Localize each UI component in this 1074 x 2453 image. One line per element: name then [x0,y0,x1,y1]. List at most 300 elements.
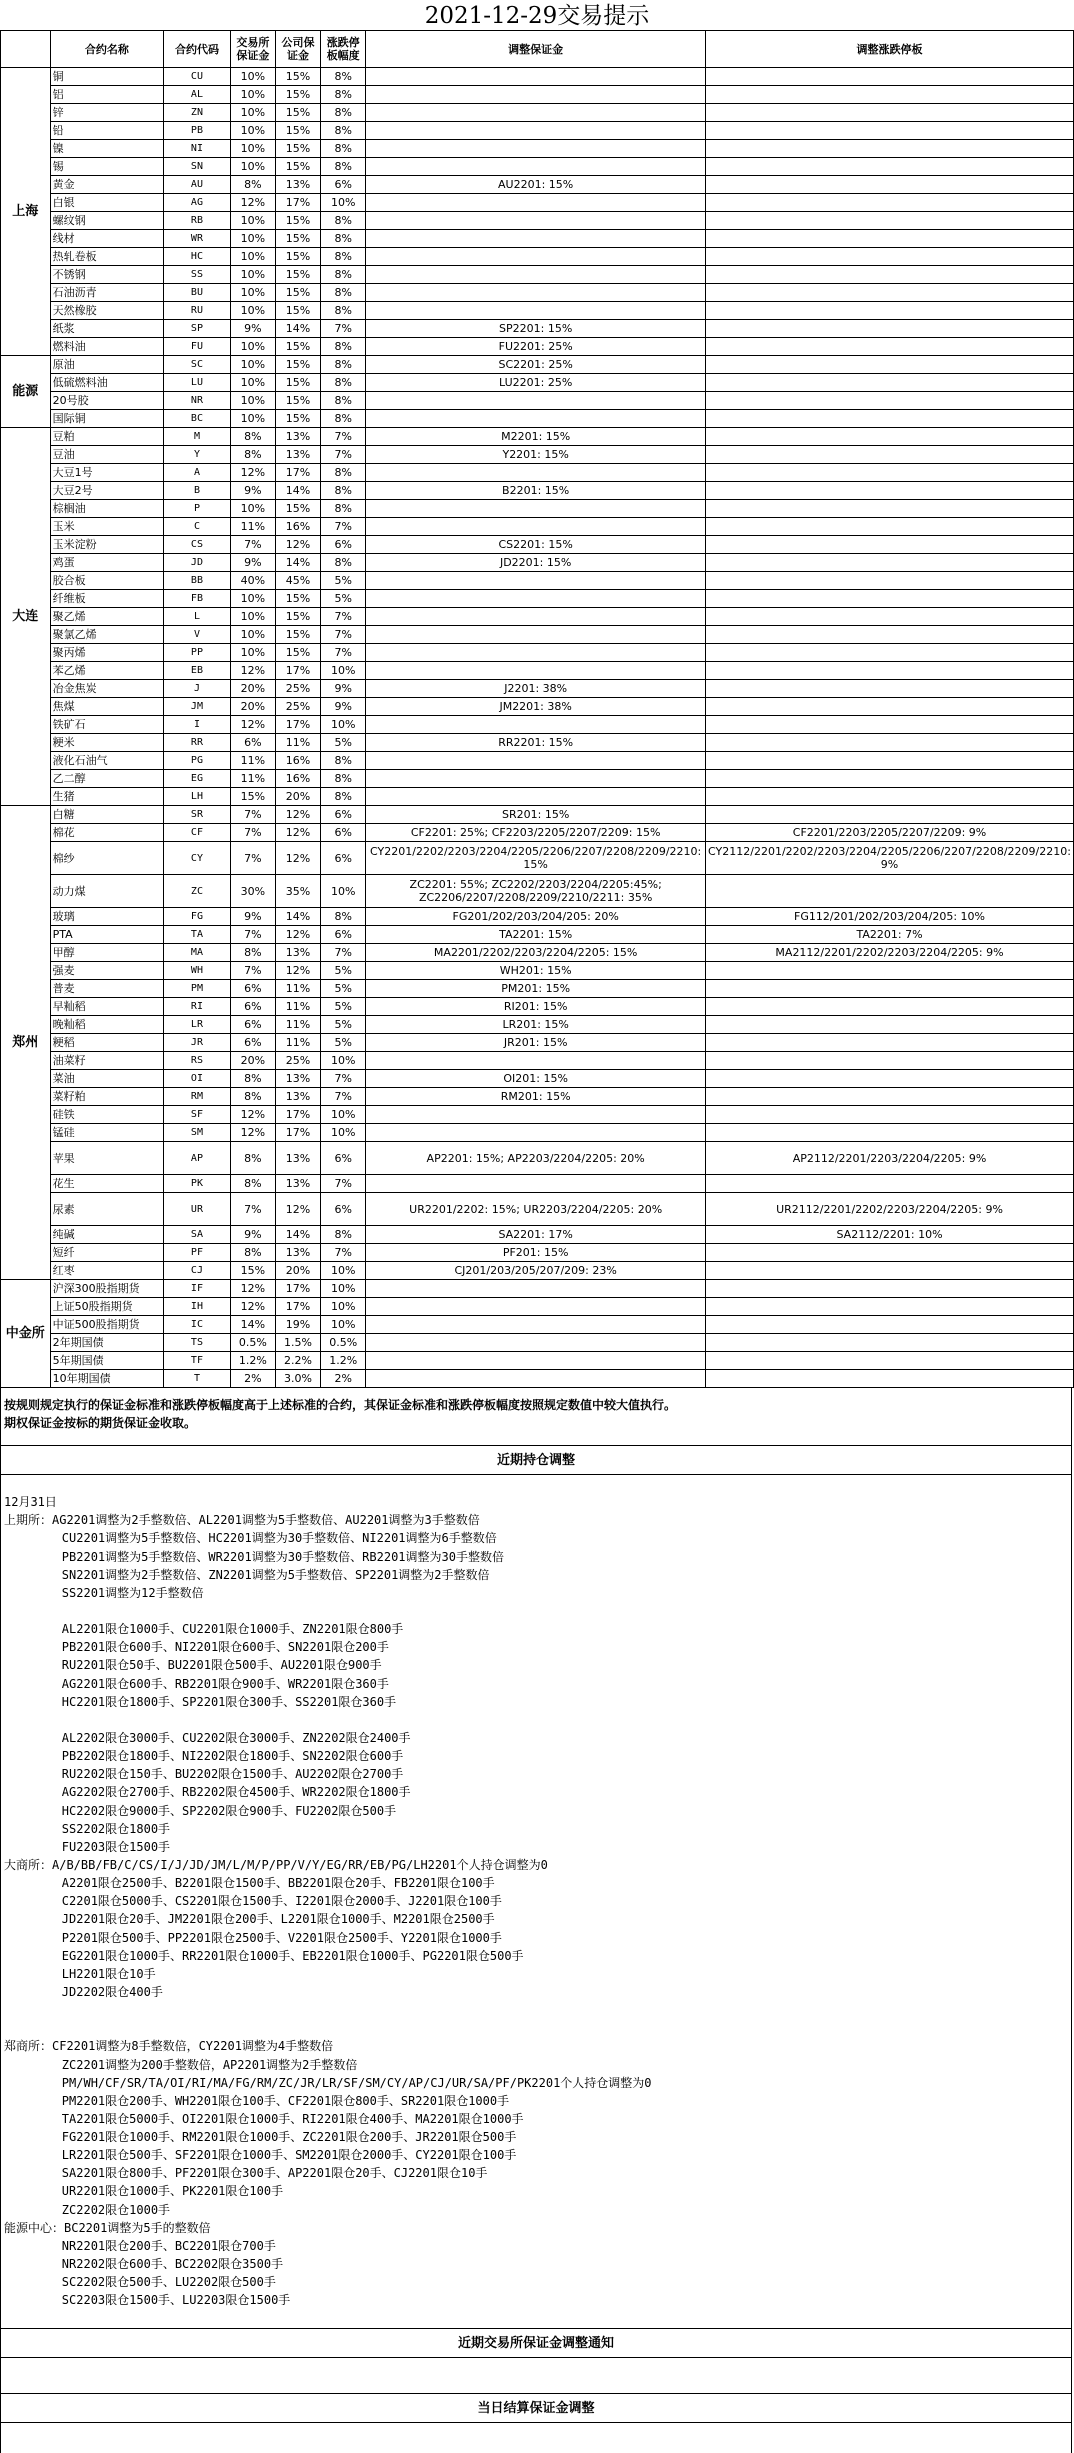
position-line: SN2201调整为2手整数倍、ZN2201调整为5手整数倍、SP2201调整为2手整数倍 [4,1567,490,1582]
exchange-margin: 12% [230,464,275,482]
contract-code: BU [164,284,231,302]
adjusted-margin: RM201: 15% [366,1088,706,1106]
adjusted-margin: RI201: 15% [366,998,706,1016]
adjusted-limit [706,1334,1074,1352]
adjusted-limit [706,446,1074,464]
table-row [1,1016,1074,1034]
exchange-margin: 14% [230,1316,275,1334]
position-line: SC2202限仓500手、LU2202限仓500手 [4,2275,276,2290]
adjusted-margin [366,1316,706,1334]
contract-code: FU [164,338,231,356]
table-row [1,962,1074,980]
company-margin: 13% [275,1175,320,1193]
adjusted-limit [706,320,1074,338]
adjusted-margin [366,1280,706,1298]
limit-range: 8% [321,302,366,320]
adjusted-margin [366,392,706,410]
company-margin: 15% [275,140,320,158]
exchange-margin: 10% [230,338,275,356]
exchange-margin: 9% [230,554,275,572]
contract-code: UR [164,1193,231,1226]
table-row [1,1088,1074,1106]
contract-code: JM [164,698,231,716]
exchange-label: 郑州 [1,806,51,1280]
limit-range: 8% [321,482,366,500]
company-margin: 19% [275,1316,320,1334]
exchange-margin: 6% [230,1034,275,1052]
margin-table-body [1,31,1074,1388]
exchange-margin: 10% [230,104,275,122]
company-margin: 11% [275,1016,320,1034]
exchange-margin: 11% [230,770,275,788]
adjusted-limit [706,1016,1074,1034]
company-margin: 1.5% [275,1334,320,1352]
company-margin: 15% [275,590,320,608]
contract-code: OI [164,1070,231,1088]
position-line [1,1475,1071,1493]
adjusted-limit: MA2112/2201/2202/2203/2204/2205: 9% [706,944,1074,962]
table-row [1,1298,1074,1316]
exchange-margin: 10% [230,248,275,266]
limit-range: 10% [321,716,366,734]
limit-range: 8% [321,68,366,86]
contract-name: 苹果 [50,1142,164,1175]
contract-code: MA [164,944,231,962]
company-margin: 15% [275,626,320,644]
contract-name: 鸡蛋 [50,554,164,572]
contract-name: 豆粕 [50,428,164,446]
table-row [1,1316,1074,1334]
adjusted-limit [706,1262,1074,1280]
company-margin: 13% [275,1070,320,1088]
limit-range: 9% [321,680,366,698]
limit-range: 8% [321,122,366,140]
adjusted-limit [706,572,1074,590]
table-row [1,608,1074,626]
exchange-margin: 9% [230,320,275,338]
contract-name: 国际铜 [50,410,164,428]
table-row [1,266,1074,284]
contract-code: PF [164,1244,231,1262]
exchange-margin: 7% [230,962,275,980]
position-line: P2201限仓500手、PP2201限仓2500手、V2201限仓2500手、Y2201限仓1000手 [4,1930,502,1945]
limit-range: 8% [321,500,366,518]
table-row [1,212,1074,230]
company-margin: 20% [275,788,320,806]
exchange-margin: 8% [230,1142,275,1175]
adjusted-margin [366,500,706,518]
contract-name: 燃料油 [50,338,164,356]
contract-name: 白糖 [50,806,164,824]
position-line: FG2201限仓1000手、RM2201限仓1000手、ZC2201限仓200手、JR2201限仓500手 [4,2130,517,2145]
exchange-margin: 10% [230,590,275,608]
adjusted-margin [366,104,706,122]
table-row [1,284,1074,302]
adjusted-margin [366,644,706,662]
contract-name: 铁矿石 [50,716,164,734]
adjusted-limit [706,176,1074,194]
exchange-margin: 10% [230,212,275,230]
table-header-row [1,31,1074,68]
adjusted-limit: CY2112/2201/2202/2203/2204/2205/2206/2207/2208/2209/2210: 9% [706,842,1074,875]
company-margin: 3.0% [275,1370,320,1388]
contract-code: P [164,500,231,518]
limit-range: 8% [321,338,366,356]
contract-code: CS [164,536,231,554]
adjusted-limit [706,1088,1074,1106]
table-row [1,644,1074,662]
company-margin: 15% [275,104,320,122]
position-line: 大商所：A/B/BB/FB/C/CS/I/J/JD/JM/L/M/P/PP/V/Y/EG/RR/EB/PG/LH2201个人持仓调整为0 [4,1857,548,1872]
company-margin: 17% [275,716,320,734]
adjusted-margin: CF2201: 25%; CF2203/2205/2207/2209: 15% [366,824,706,842]
contract-name: 甲醇 [50,944,164,962]
exchange-margin: 7% [230,842,275,875]
contract-code: LR [164,1016,231,1034]
position-line: LH2201限仓10手 [4,1966,156,1981]
limit-range: 6% [321,176,366,194]
table-row [1,752,1074,770]
exchange-margin: 10% [230,122,275,140]
contract-name: 天然橡胶 [50,302,164,320]
exchange-margin: 10% [230,68,275,86]
contract-name: 菜籽粕 [50,1088,164,1106]
table-row [1,374,1074,392]
contract-name: 锡 [50,158,164,176]
table-row [1,86,1074,104]
company-margin: 15% [275,356,320,374]
adjusted-margin [366,770,706,788]
adjusted-margin [366,788,706,806]
contract-name: 硅铁 [50,1106,164,1124]
adjusted-limit [706,998,1074,1016]
contract-code: ZC [164,875,231,908]
header-cell: 合约名称 [50,31,164,68]
adjusted-margin: LU2201: 25% [366,374,706,392]
exchange-margin: 10% [230,374,275,392]
notice-section-body [0,2358,1072,2394]
contract-code: AP [164,1142,231,1175]
contract-code: PG [164,752,231,770]
limit-range: 10% [321,875,366,908]
contract-name: 2年期国债 [50,1334,164,1352]
adjusted-margin [366,1352,706,1370]
company-margin: 15% [275,266,320,284]
table-row [1,1106,1074,1124]
position-line: C2201限仓5000手、CS2201限仓1500手、I2201限仓2000手、J2201限仓100手 [4,1894,502,1909]
adjusted-margin [366,302,706,320]
exchange-margin: 10% [230,302,275,320]
table-row [1,500,1074,518]
limit-range: 5% [321,980,366,998]
adjusted-limit [706,680,1074,698]
contract-name: 液化石油气 [50,752,164,770]
limit-range: 8% [321,284,366,302]
contract-name: 纸浆 [50,320,164,338]
adjusted-limit: FG112/201/202/203/204/205: 10% [706,908,1074,926]
position-line: AG2202限仓2700手、RB2202限仓4500手、WR2202限仓1800手 [4,1785,411,1800]
limit-range: 7% [321,1070,366,1088]
contract-name: 大豆1号 [50,464,164,482]
limit-range: 7% [321,644,366,662]
adjusted-limit [706,1316,1074,1334]
exchange-margin: 15% [230,788,275,806]
contract-code: C [164,518,231,536]
contract-name: 低硫燃料油 [50,374,164,392]
contract-code: PK [164,1175,231,1193]
adjusted-limit [706,1175,1074,1193]
contract-name: 铅 [50,122,164,140]
limit-range: 10% [321,194,366,212]
table-row [1,626,1074,644]
company-margin: 16% [275,518,320,536]
limit-range: 8% [321,212,366,230]
adjusted-margin [366,266,706,284]
limit-range: 7% [321,608,366,626]
contract-code: SP [164,320,231,338]
exchange-margin: 2% [230,1370,275,1388]
adjusted-limit [706,608,1074,626]
table-row [1,536,1074,554]
contract-code: IH [164,1298,231,1316]
company-margin: 13% [275,446,320,464]
contract-code: JD [164,554,231,572]
adjusted-margin: SP2201: 15% [366,320,706,338]
table-row [1,806,1074,824]
adjusted-margin [366,68,706,86]
adjusted-margin: CY2201/2202/2203/2204/2205/2206/2207/2208/2209/2210: 15% [366,842,706,875]
contract-code: CY [164,842,231,875]
adjusted-limit [706,302,1074,320]
adjusted-limit: TA2201: 7% [706,926,1074,944]
adjusted-margin: PF201: 15% [366,1244,706,1262]
position-line: SS2201调整为12手整数倍 [4,1585,204,1600]
adjusted-limit [706,122,1074,140]
contract-name: 红枣 [50,1262,164,1280]
adjusted-margin: SA2201: 17% [366,1226,706,1244]
exchange-label: 中金所 [1,1280,51,1388]
adjusted-limit [706,662,1074,680]
contract-name: 玉米淀粉 [50,536,164,554]
limit-range: 5% [321,590,366,608]
table-row [1,392,1074,410]
position-line: PM2201限仓200手、WH2201限仓100手、CF2201限仓800手、SR2201限仓1000手 [4,2093,510,2108]
adjusted-limit [706,1244,1074,1262]
limit-range: 7% [321,446,366,464]
contract-name: 石油沥青 [50,284,164,302]
exchange-label: 能源 [1,356,51,428]
adjusted-margin [366,140,706,158]
table-row [1,1352,1074,1370]
settle-section-body [0,2423,1072,2453]
table-row [1,926,1074,944]
adjusted-limit [706,464,1074,482]
exchange-margin: 0.5% [230,1334,275,1352]
limit-range: 8% [321,554,366,572]
limit-range: 5% [321,998,366,1016]
limit-range: 8% [321,410,366,428]
adjusted-margin: CS2201: 15% [366,536,706,554]
exchange-margin: 7% [230,536,275,554]
table-row [1,122,1074,140]
company-margin: 11% [275,1034,320,1052]
contract-name: 普麦 [50,980,164,998]
limit-range: 5% [321,1034,366,1052]
position-line: JD2202限仓400手 [4,1984,163,1999]
company-margin: 12% [275,926,320,944]
company-margin: 2.2% [275,1352,320,1370]
header-blank [1,31,51,68]
limit-range: 10% [321,1316,366,1334]
contract-name: 纤维板 [50,590,164,608]
table-row [1,1052,1074,1070]
table-row [1,482,1074,500]
position-line: AL2201限仓1000手、CU2201限仓1000手、ZN2201限仓800手 [4,1622,404,1637]
adjusted-limit [706,158,1074,176]
exchange-margin: 1.2% [230,1352,275,1370]
limit-range: 5% [321,734,366,752]
adjusted-limit [706,1352,1074,1370]
header-cell: 公司保证金 [275,31,320,68]
contract-name: 花生 [50,1175,164,1193]
adjusted-margin: Y2201: 15% [366,446,706,464]
adjusted-limit [706,104,1074,122]
adjusted-margin [366,248,706,266]
contract-code: SN [164,158,231,176]
exchange-margin: 20% [230,1052,275,1070]
exchange-margin: 7% [230,1193,275,1226]
adjusted-margin: ZC2201: 55%; ZC2202/2203/2204/2205:45%; ZC2206/2207/2208/2209/2210/2211: 35% [366,875,706,908]
contract-code: PM [164,980,231,998]
limit-range: 5% [321,1016,366,1034]
company-margin: 17% [275,1124,320,1142]
contract-code: RR [164,734,231,752]
position-line: TA2201限仓5000手、OI2201限仓1000手、RI2201限仓400手、MA2201限仓1000手 [4,2111,524,2126]
table-row [1,356,1074,374]
adjusted-margin: WH201: 15% [366,962,706,980]
limit-range: 5% [321,572,366,590]
exchange-margin: 12% [230,194,275,212]
limit-range: 6% [321,1193,366,1226]
header-cell: 合约代码 [164,31,231,68]
exchange-margin: 8% [230,944,275,962]
adjusted-limit: CF2201/2203/2205/2207/2209: 9% [706,824,1074,842]
exchange-margin: 30% [230,875,275,908]
contract-name: 尿素 [50,1193,164,1226]
position-line: JD2201限仓20手、JM2201限仓200手、L2201限仓1000手、M2201限仓2500手 [4,1912,495,1927]
company-margin: 17% [275,1106,320,1124]
adjusted-margin [366,590,706,608]
limit-range: 8% [321,104,366,122]
contract-code: Y [164,446,231,464]
position-line: PM/WH/CF/SR/TA/OI/RI/MA/FG/RM/ZC/JR/LR/SF/SM/CY/AP/CJ/UR/SA/PF/PK2201个人持仓调整为0 [4,2075,652,2090]
contract-name: 沪深300股指期货 [50,1280,164,1298]
adjusted-limit [706,1052,1074,1070]
table-row [1,248,1074,266]
limit-range: 6% [321,1142,366,1175]
limit-range: 8% [321,86,366,104]
adjusted-limit [706,962,1074,980]
company-margin: 20% [275,1262,320,1280]
adjusted-margin: AP2201: 15%; AP2203/2204/2205: 20% [366,1142,706,1175]
company-margin: 11% [275,980,320,998]
company-margin: 15% [275,410,320,428]
exchange-margin: 6% [230,980,275,998]
contract-name: 苯乙烯 [50,662,164,680]
table-row [1,464,1074,482]
company-margin: 17% [275,464,320,482]
contract-name: 动力煤 [50,875,164,908]
adjusted-limit [706,1298,1074,1316]
adjusted-margin [366,572,706,590]
table-row [1,230,1074,248]
contract-code: B [164,482,231,500]
company-margin: 15% [275,500,320,518]
contract-name: 晚籼稻 [50,1016,164,1034]
limit-range: 8% [321,1226,366,1244]
contract-code: RS [164,1052,231,1070]
contract-code: IF [164,1280,231,1298]
company-margin: 45% [275,572,320,590]
company-margin: 16% [275,770,320,788]
exchange-margin: 40% [230,572,275,590]
company-margin: 13% [275,944,320,962]
position-line: 上期所：AG2201调整为2手整数倍、AL2201调整为5手整数倍、AU2201调整为3手整数倍 [4,1513,480,1528]
adjusted-margin [366,86,706,104]
contract-name: 线材 [50,230,164,248]
exchange-margin: 6% [230,734,275,752]
company-margin: 15% [275,374,320,392]
position-line: AG2201限仓600手、RB2201限仓900手、WR2201限仓360手 [4,1676,389,1691]
exchange-margin: 10% [230,266,275,284]
exchange-margin: 12% [230,716,275,734]
company-margin: 15% [275,122,320,140]
limit-range: 10% [321,1280,366,1298]
position-line: NR2201限仓200手、BC2201限仓700手 [4,2238,276,2253]
limit-range: 0.5% [321,1334,366,1352]
contract-code: RU [164,302,231,320]
contract-code: WH [164,962,231,980]
position-line: EG2201限仓1000手、RR2201限仓1000手、EB2201限仓1000手、PG2201限仓500手 [4,1948,524,1963]
company-margin: 15% [275,338,320,356]
company-margin: 12% [275,1193,320,1226]
table-row [1,1334,1074,1352]
limit-range: 7% [321,1175,366,1193]
contract-name: 豆油 [50,446,164,464]
contract-code: NR [164,392,231,410]
adjusted-margin: AU2201: 15% [366,176,706,194]
contract-name: 白银 [50,194,164,212]
limit-range: 8% [321,374,366,392]
adjusted-limit [706,1124,1074,1142]
adjusted-limit [706,140,1074,158]
adjusted-margin: B2201: 15% [366,482,706,500]
adjusted-limit [706,230,1074,248]
limit-range: 8% [321,770,366,788]
adjusted-margin [366,122,706,140]
position-line: ZC2202限仓1000手 [4,2202,171,2217]
contract-name: 强麦 [50,962,164,980]
company-margin: 12% [275,536,320,554]
adjusted-limit [706,1034,1074,1052]
company-margin: 13% [275,1244,320,1262]
adjusted-margin [366,626,706,644]
contract-code: M [164,428,231,446]
adjusted-margin [366,194,706,212]
table-row [1,338,1074,356]
company-margin: 13% [275,1088,320,1106]
adjusted-limit [706,554,1074,572]
